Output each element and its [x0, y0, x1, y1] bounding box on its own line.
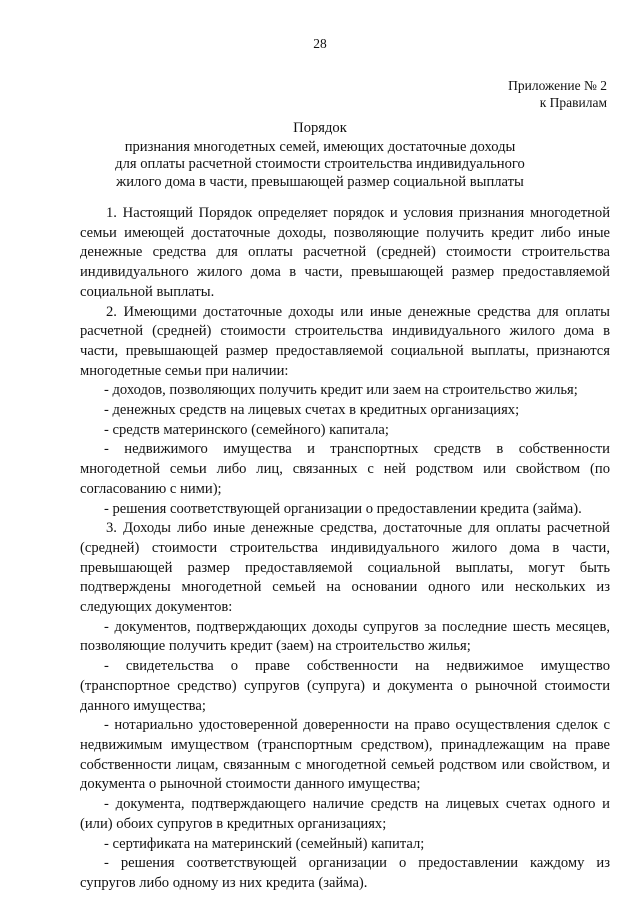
- list-item: - недвижимого имущества и транспортных средств в собственности многодетной семьи либо лиц, связанных с ней родством или свойством (по согласованию с ними);: [80, 441, 610, 497]
- list-item: - свидетельства о праве собственности на недвижимое имущество (транспортное средство) супругов (супруга) и документа о рыночной стоимости данного имущества;: [80, 658, 610, 714]
- list-item: - денежных средств на лицевых счетах в кредитных организациях;: [104, 402, 520, 419]
- list-item: - нотариально удостоверенной доверенности на право осуществления сделок с недвижимым имуществом (транспортным средством), принадлежащим на праве собственности лицам, связанным с многодетной семьей родством или свойством, и документа о рыночной стоимости данного имущества;: [80, 717, 610, 793]
- list-item: - решения соответствующей организации о предоставлении каждому из супругов либо одному из них кредита (займа).: [80, 855, 610, 891]
- document-body: [80, 204, 610, 894]
- section-2-text: 2. Имеющими достаточные доходы или иные денежные средства для оплаты расчетной (средней) стоимости строительства индивидуального жилого дома в части, превышающей размер предоставляемой социальной выплаты, признаются многодетные семьи при наличии:: [80, 303, 610, 379]
- section-1-text: 1. Настоящий Порядок определяет порядок и условия признания многодетной семьи имеющей достаточные доходы, позволяющие получить кредит либо иные денежные средства для оплаты расчетной (средней) стоимости строительства индивидуального жилого дома в части, превышающей размер предоставляемой социальной выплаты.: [80, 205, 610, 300]
- list-item: - документов, подтверждающих доходы супругов за последние шесть месяцев, позволяющие получить кредит (заем) на строительство жилья;: [80, 618, 610, 655]
- document-title: [60, 120, 580, 191]
- appendix-reference: [508, 77, 607, 111]
- appendix-line-1: Приложение № 2: [508, 78, 607, 93]
- list-item: - сертификата на материнский (семейный) капитал;: [104, 835, 425, 852]
- list-item: - решения соответствующей организации о предоставлении кредита (займа).: [104, 500, 582, 517]
- appendix-line-2: к Правилам: [539, 95, 607, 110]
- title-line: признания многодетных семей, имеющих достаточные доходы: [124, 138, 516, 155]
- title-line: жилого дома в части, превышающей размер социальной выплаты: [116, 173, 524, 190]
- list-item: - доходов, позволяющих получить кредит или заем на строительство жилья;: [104, 382, 578, 399]
- list-item: - документа, подтверждающего наличие средств на лицевых счетах одного и (или) обоих супругов в кредитных организациях;: [80, 796, 610, 832]
- section-3-text: 3. Доходы либо иные денежные средства, достаточные для оплаты расчетной (средней) стоимости строительства индивидуального жилого дома в части, превышающей размер предоставляемой социальной выплаты, могут быть подтверждены многодетной семьей на основании одного или нескольких из следующих документов:: [80, 520, 610, 616]
- title-main: Порядок: [293, 120, 347, 136]
- page-number: 28: [313, 36, 327, 51]
- list-item: - средств материнского (семейного) капитала;: [104, 421, 389, 438]
- title-line: для оплаты расчетной стоимости строительства индивидуального: [115, 156, 525, 173]
